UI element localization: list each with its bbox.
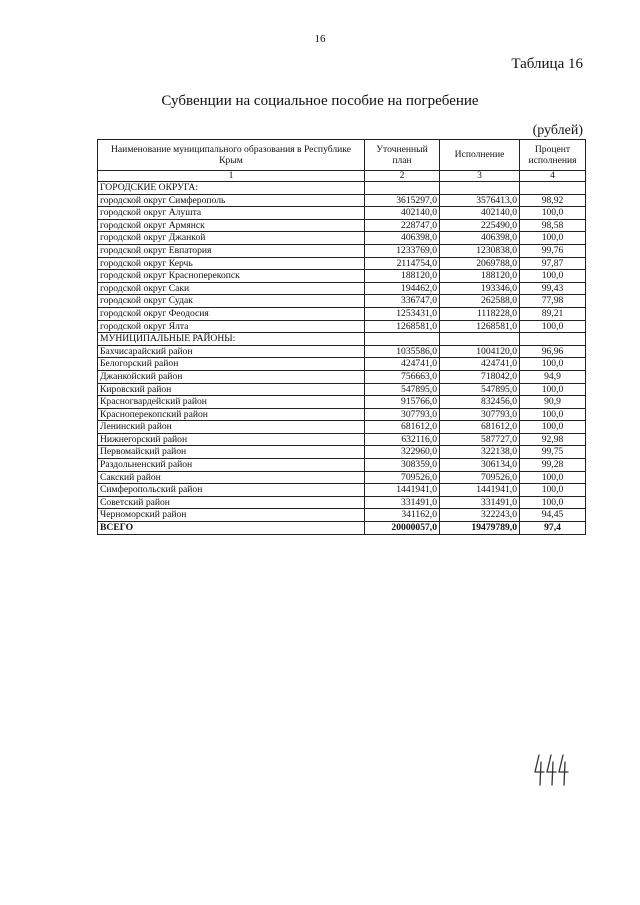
plan-value: 194462,0	[365, 282, 440, 295]
execution-value: 1118228,0	[440, 307, 520, 320]
table-row	[98, 232, 586, 245]
municipality-name: Нижнегорский район	[98, 433, 365, 446]
plan-value: 2114754,0	[365, 257, 440, 270]
execution-value: 306134,0	[440, 459, 520, 472]
municipality-name: городской округ Евпатория	[98, 244, 365, 257]
table-label: Таблица 16	[511, 56, 583, 72]
municipality-name: ВСЕГО	[98, 522, 365, 535]
percent-value: 100,0	[520, 421, 586, 434]
percent-value: 96,96	[520, 345, 586, 358]
execution-value: 322138,0	[440, 446, 520, 459]
empty-cell	[440, 333, 520, 346]
municipality-name: Симферопольский район	[98, 484, 365, 497]
plan-value: 1035586,0	[365, 345, 440, 358]
percent-value: 97,87	[520, 257, 586, 270]
total-row	[98, 522, 586, 535]
percent-value: 99,76	[520, 244, 586, 257]
municipality-name: Красногвардейский район	[98, 396, 365, 409]
header-percent: Процент исполнения	[520, 140, 586, 171]
execution-value: 307793,0	[440, 408, 520, 421]
plan-value: 915766,0	[365, 396, 440, 409]
municipality-name: Джанкойский район	[98, 370, 365, 383]
table-row	[98, 471, 586, 484]
table-row	[98, 358, 586, 371]
municipality-name: городской округ Симферополь	[98, 194, 365, 207]
percent-value: 100,0	[520, 232, 586, 245]
execution-value: 406398,0	[440, 232, 520, 245]
percent-value: 97,4	[520, 522, 586, 535]
empty-cell	[365, 333, 440, 346]
document-title: Субвенции на социальное пособие на погребение	[161, 93, 479, 109]
table-row	[98, 459, 586, 472]
percent-value: 100,0	[520, 496, 586, 509]
table-row	[98, 370, 586, 383]
percent-value: 98,92	[520, 194, 586, 207]
table-row	[98, 307, 586, 320]
column-number: 4	[520, 171, 586, 182]
municipality-name: Черноморский район	[98, 509, 365, 522]
municipality-name: городской округ Ялта	[98, 320, 365, 333]
municipality-name: Белогорский район	[98, 358, 365, 371]
execution-value: 188120,0	[440, 270, 520, 283]
table-row	[98, 320, 586, 333]
municipality-name: Ленинский район	[98, 421, 365, 434]
percent-value: 77,98	[520, 295, 586, 308]
execution-value: 331491,0	[440, 496, 520, 509]
execution-value: 402140,0	[440, 207, 520, 220]
plan-value: 1441941,0	[365, 484, 440, 497]
execution-value: 718042,0	[440, 370, 520, 383]
plan-value: 322960,0	[365, 446, 440, 459]
subventions-table	[97, 139, 586, 535]
plan-value: 402140,0	[365, 207, 440, 220]
execution-value: 1230838,0	[440, 244, 520, 257]
execution-value: 225490,0	[440, 219, 520, 232]
municipality-name: Сакский район	[98, 471, 365, 484]
percent-value: 100,0	[520, 270, 586, 283]
column-number: 2	[365, 171, 440, 182]
empty-cell	[520, 333, 586, 346]
plan-value: 331491,0	[365, 496, 440, 509]
execution-value: 2069788,0	[440, 257, 520, 270]
handwritten-page-number	[532, 752, 572, 788]
execution-value: 19479789,0	[440, 522, 520, 535]
units-label: (рублей)	[532, 123, 583, 138]
municipality-name: городской округ Керчь	[98, 257, 365, 270]
table-row	[98, 433, 586, 446]
percent-value: 94,9	[520, 370, 586, 383]
municipality-name: городской округ Красноперекопск	[98, 270, 365, 283]
percent-value: 100,0	[520, 471, 586, 484]
table-row	[98, 408, 586, 421]
table-row	[98, 509, 586, 522]
section-label: МУНИЦИПАЛЬНЫЕ РАЙОНЫ:	[98, 333, 365, 346]
municipality-name: Раздольненский район	[98, 459, 365, 472]
plan-value: 1253431,0	[365, 307, 440, 320]
percent-value: 98,58	[520, 219, 586, 232]
column-number-row	[98, 171, 586, 182]
plan-value: 547895,0	[365, 383, 440, 396]
execution-value: 681612,0	[440, 421, 520, 434]
execution-value: 587727,0	[440, 433, 520, 446]
empty-cell	[520, 182, 586, 195]
plan-value: 308359,0	[365, 459, 440, 472]
table-row	[98, 207, 586, 220]
percent-value: 100,0	[520, 207, 586, 220]
table-row	[98, 194, 586, 207]
table-row	[98, 484, 586, 497]
page-number: 16	[314, 33, 326, 45]
table-row	[98, 282, 586, 295]
empty-cell	[440, 182, 520, 195]
percent-value: 99,43	[520, 282, 586, 295]
execution-value: 424741,0	[440, 358, 520, 371]
empty-cell	[365, 182, 440, 195]
plan-value: 406398,0	[365, 232, 440, 245]
municipality-name: городской округ Саки	[98, 282, 365, 295]
municipality-name: Первомайский район	[98, 446, 365, 459]
execution-value: 262588,0	[440, 295, 520, 308]
table-row	[98, 446, 586, 459]
plan-value: 307793,0	[365, 408, 440, 421]
table-header-row	[98, 140, 586, 171]
table-row	[98, 219, 586, 232]
column-number: 3	[440, 171, 520, 182]
execution-value: 547895,0	[440, 383, 520, 396]
municipality-name: Советский район	[98, 496, 365, 509]
section-label: ГОРОДСКИЕ ОКРУГА:	[98, 182, 365, 195]
plan-value: 632116,0	[365, 433, 440, 446]
execution-value: 1268581,0	[440, 320, 520, 333]
section-row-districts	[98, 333, 586, 346]
percent-value: 92,98	[520, 433, 586, 446]
municipality-name: городской округ Судак	[98, 295, 365, 308]
plan-value: 681612,0	[365, 421, 440, 434]
plan-value: 709526,0	[365, 471, 440, 484]
header-plan: Уточненный план	[365, 140, 440, 171]
execution-value: 3576413,0	[440, 194, 520, 207]
execution-value: 1004120,0	[440, 345, 520, 358]
municipality-name: Кировский район	[98, 383, 365, 396]
table-row	[98, 383, 586, 396]
plan-value: 341162,0	[365, 509, 440, 522]
municipality-name: Красноперекопский район	[98, 408, 365, 421]
execution-value: 832456,0	[440, 396, 520, 409]
percent-value: 100,0	[520, 408, 586, 421]
section-row-city	[98, 182, 586, 195]
table-row	[98, 345, 586, 358]
header-execution: Исполнение	[440, 140, 520, 171]
percent-value: 99,75	[520, 446, 586, 459]
table-row	[98, 270, 586, 283]
column-number: 1	[98, 171, 365, 182]
execution-value: 322243,0	[440, 509, 520, 522]
plan-value: 188120,0	[365, 270, 440, 283]
municipality-name: городской округ Джанкой	[98, 232, 365, 245]
table-row	[98, 244, 586, 257]
percent-value: 100,0	[520, 383, 586, 396]
header-name: Наименование муниципального образования в Республике Крым	[98, 140, 365, 171]
plan-value: 1233769,0	[365, 244, 440, 257]
table-row	[98, 496, 586, 509]
municipality-name: городской округ Алушта	[98, 207, 365, 220]
percent-value: 94,45	[520, 509, 586, 522]
plan-value: 424741,0	[365, 358, 440, 371]
municipality-name: Бахчисарайский район	[98, 345, 365, 358]
plan-value: 3615297,0	[365, 194, 440, 207]
execution-value: 1441941,0	[440, 484, 520, 497]
execution-value: 193346,0	[440, 282, 520, 295]
municipality-name: городской округ Армянск	[98, 219, 365, 232]
table-row	[98, 257, 586, 270]
table-row	[98, 421, 586, 434]
percent-value: 89,21	[520, 307, 586, 320]
table-row	[98, 396, 586, 409]
plan-value: 336747,0	[365, 295, 440, 308]
plan-value: 228747,0	[365, 219, 440, 232]
percent-value: 90,9	[520, 396, 586, 409]
plan-value: 20000057,0	[365, 522, 440, 535]
percent-value: 100,0	[520, 320, 586, 333]
municipality-name: городской округ Феодосия	[98, 307, 365, 320]
plan-value: 756663,0	[365, 370, 440, 383]
plan-value: 1268581,0	[365, 320, 440, 333]
table-row	[98, 295, 586, 308]
percent-value: 100,0	[520, 358, 586, 371]
execution-value: 709526,0	[440, 471, 520, 484]
percent-value: 99,28	[520, 459, 586, 472]
percent-value: 100,0	[520, 484, 586, 497]
